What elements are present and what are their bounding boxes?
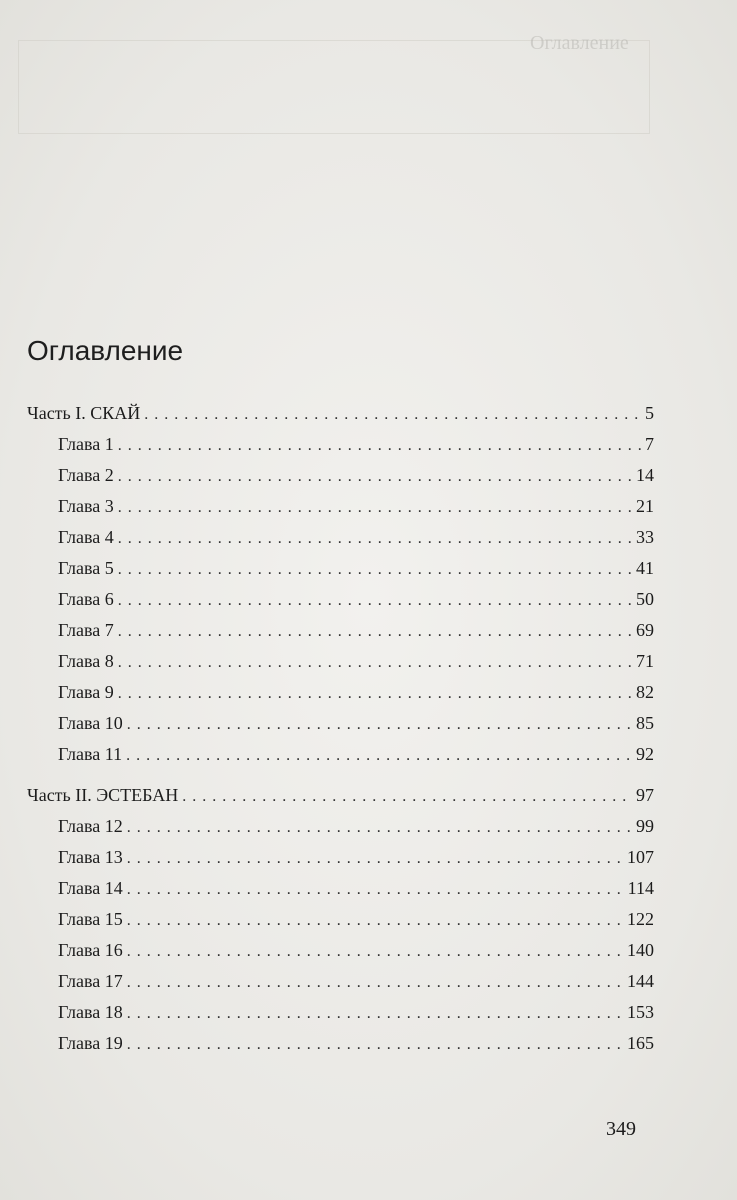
- dot-leader: [127, 812, 632, 843]
- toc-chapter-9: [27, 677, 654, 708]
- toc-chapter-16: [27, 935, 654, 966]
- toc-page-number: 71: [636, 651, 654, 671]
- dot-leader: [118, 616, 632, 647]
- toc-chapter-label: Глава 5: [58, 558, 114, 578]
- toc-chapter-label: Глава 11: [58, 744, 123, 764]
- dot-leader: [127, 967, 623, 998]
- toc-page-number: 99: [636, 816, 654, 836]
- toc-page-number: 97: [636, 785, 654, 805]
- toc-chapter-label: Глава 15: [58, 909, 123, 929]
- dot-leader: [127, 874, 624, 905]
- toc-chapter-label: Глава 9: [58, 682, 114, 702]
- dot-leader: [118, 461, 632, 492]
- table-of-contents: [27, 398, 654, 1059]
- toc-chapter-label: Глава 12: [58, 816, 123, 836]
- toc-page-number: 50: [636, 589, 654, 609]
- dot-leader: [118, 554, 632, 585]
- toc-chapter-7: [27, 615, 654, 646]
- toc-chapter-6: [27, 584, 654, 615]
- toc-page-number: 21: [636, 496, 654, 516]
- dot-leader: [118, 492, 632, 523]
- toc-chapter-13: [27, 842, 654, 873]
- toc-page-number: 7: [645, 434, 654, 454]
- toc-page-number: 165: [627, 1033, 654, 1053]
- toc-chapter-label: Глава 3: [58, 496, 114, 516]
- toc-chapter-label: Глава 10: [58, 713, 123, 733]
- toc-chapter-2: [27, 460, 654, 491]
- dot-leader: [127, 998, 623, 1029]
- toc-page-number: 5: [645, 403, 654, 423]
- toc-chapter-label: Глава 19: [58, 1033, 123, 1053]
- toc-chapter-label: Глава 2: [58, 465, 114, 485]
- toc-chapter-1: [27, 429, 654, 460]
- toc-chapter-label: Глава 16: [58, 940, 123, 960]
- toc-chapter-label: Глава 1: [58, 434, 114, 454]
- toc-chapter-label: Глава 8: [58, 651, 114, 671]
- toc-chapter-15: [27, 904, 654, 935]
- toc-chapter-3: [27, 491, 654, 522]
- toc-chapter-17: [27, 966, 654, 997]
- toc-page-number: 33: [636, 527, 654, 547]
- toc-part-label: Часть I. СКАЙ: [27, 403, 141, 423]
- toc-chapter-label: Глава 17: [58, 971, 123, 991]
- toc-chapter-label: Глава 7: [58, 620, 114, 640]
- dot-leader: [118, 678, 632, 709]
- toc-part-2: [27, 780, 654, 811]
- toc-chapter-12: [27, 811, 654, 842]
- toc-chapter-10: [27, 708, 654, 739]
- dot-leader: [127, 936, 623, 967]
- toc-page-number: 153: [627, 1002, 654, 1022]
- dot-leader: [118, 523, 632, 554]
- dot-leader: [127, 905, 623, 936]
- toc-chapter-4: [27, 522, 654, 553]
- toc-page-number: 144: [627, 971, 654, 991]
- toc-page-number: 85: [636, 713, 654, 733]
- toc-page-number: 41: [636, 558, 654, 578]
- toc-chapter-19: [27, 1028, 654, 1059]
- dot-leader: [182, 781, 632, 812]
- dot-leader: [118, 585, 632, 616]
- dot-leader: [118, 430, 641, 461]
- toc-part-label: Часть II. ЭСТЕБАН: [27, 785, 179, 805]
- toc-page-number: 114: [627, 878, 654, 898]
- toc-page-number: 140: [627, 940, 654, 960]
- page-title: Оглавление: [27, 335, 184, 366]
- toc-chapter-label: Глава 18: [58, 1002, 123, 1022]
- toc-chapter-18: [27, 997, 654, 1028]
- toc-chapter-label: Глава 14: [58, 878, 123, 898]
- toc-page-number: 14: [636, 465, 654, 485]
- toc-chapter-11: [27, 739, 654, 770]
- dot-leader: [127, 709, 632, 740]
- folio-page-number: 349: [606, 1118, 636, 1140]
- toc-page-number: 69: [636, 620, 654, 640]
- toc-chapter-8: [27, 646, 654, 677]
- dot-leader: [126, 740, 632, 771]
- dot-leader: [144, 399, 641, 430]
- toc-part-1: [27, 398, 654, 429]
- toc-chapter-5: [27, 553, 654, 584]
- toc-chapter-label: Глава 6: [58, 589, 114, 609]
- dot-leader: [127, 843, 623, 874]
- toc-chapter-label: Глава 4: [58, 527, 114, 547]
- toc-page-number: 82: [636, 682, 654, 702]
- dot-leader: [118, 647, 632, 678]
- bleed-through-heading: Оглавление: [530, 32, 629, 54]
- toc-chapter-label: Глава 13: [58, 847, 123, 867]
- toc-chapter-14: [27, 873, 654, 904]
- toc-page-number: 107: [627, 847, 654, 867]
- dot-leader: [127, 1029, 623, 1060]
- toc-page-number: 92: [636, 744, 654, 764]
- toc-page-number: 122: [627, 909, 654, 929]
